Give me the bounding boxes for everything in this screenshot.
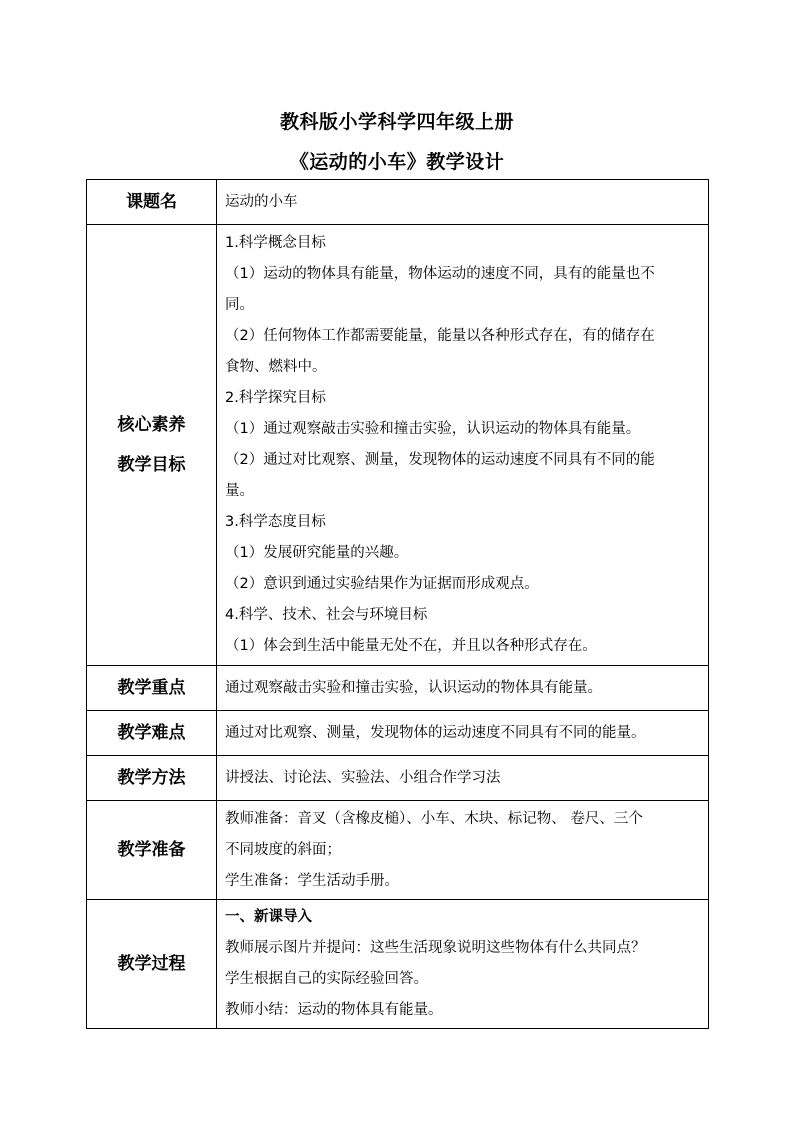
lesson-plan-table [86, 179, 709, 1029]
goal-line: 1.科学概念目标 [225, 235, 326, 251]
goal-line: 食物、燃料中。 [225, 359, 327, 375]
table-row [87, 225, 709, 666]
goal-line: （1）体会到生活中能量无处不在，并且以各种形式存在。 [225, 638, 597, 654]
goals-label-line1: 核心素养 [117, 415, 186, 435]
process-label-cell [87, 900, 217, 1029]
difficulty-value-cell [217, 711, 709, 756]
preparation-label: 教学准备 [117, 840, 186, 860]
process-label: 教学过程 [117, 954, 186, 974]
goal-line: 3.科学态度目标 [225, 514, 326, 530]
preparation-line: 教师准备：音叉（含橡皮槌）、小车、木块、标记物、 卷尺、三个 [225, 810, 643, 827]
topic-label: 课题名 [126, 192, 177, 212]
table-row [87, 711, 709, 756]
table-row [87, 666, 709, 711]
topic-value-cell [217, 180, 709, 225]
table-row [87, 180, 709, 225]
table-row [87, 900, 709, 1029]
key-point-value: 通过观察敲击实验和撞击实验，认识运动的物体具有能量。 [225, 679, 602, 696]
goals-content-cell [217, 225, 709, 666]
goals-label-line2: 教学目标 [117, 455, 186, 475]
process-line: 教师小结：运动的物体具有能量。 [225, 1002, 443, 1018]
preparation-label-cell [87, 801, 217, 900]
topic-label-cell [87, 180, 217, 225]
goal-line: 4.科学、技术、社会与环境目标 [225, 607, 428, 623]
difficulty-label: 教学难点 [117, 723, 186, 743]
document-subtitle: 《运动的小车》教学设计 [289, 151, 505, 173]
goal-line: （2）任何物体工作都需要能量，能量以各种形式存在，有的储存在 [225, 328, 655, 344]
process-line: 教师展示图片并提问：这些生活现象说明这些物体有什么共同点？ [225, 940, 646, 956]
table-row [87, 801, 709, 900]
key-point-label: 教学重点 [117, 678, 186, 698]
key-point-label-cell [87, 666, 217, 711]
preparation-line: 不同坡度的斜面； [225, 841, 341, 858]
difficulty-label-cell [87, 711, 217, 756]
method-value-cell [217, 756, 709, 801]
process-heading: 一、新课导入 [225, 909, 312, 925]
table-row [87, 756, 709, 801]
method-value: 讲授法、讨论法、实验法、小组合作学习法 [225, 769, 501, 786]
process-content-cell [217, 900, 709, 1029]
goal-line: （2）通过对比观察、测量，发现物体的运动速度不同具有不同的能 [225, 452, 655, 468]
goal-line: （1）通过观察敲击实验和撞击实验，认识运动的物体具有能量。 [225, 421, 641, 437]
goal-line: 2.科学探究目标 [225, 390, 326, 406]
goal-line: 量。 [225, 483, 254, 499]
document-title: 教科版小学科学四年级上册 [279, 111, 514, 133]
goal-line: （2）意识到通过实验结果作为证据而形成观点。 [225, 576, 539, 592]
goal-line: （1）运动的物体具有能量，物体运动的速度不同，具有的能量也不 [225, 266, 655, 282]
goal-line: （1）发展研究能量的兴趣。 [225, 545, 409, 561]
topic-value: 运动的小车 [225, 193, 298, 210]
method-label-cell [87, 756, 217, 801]
preparation-content-cell [217, 801, 709, 900]
method-label: 教学方法 [117, 768, 186, 788]
goals-label-cell [87, 225, 217, 666]
difficulty-value: 通过对比观察、测量，发现物体的运动速度不同具有不同的能量。 [225, 724, 646, 741]
goal-line: 同。 [225, 297, 254, 313]
process-line: 学生根据自己的实际经验回答。 [225, 971, 428, 987]
key-point-value-cell [217, 666, 709, 711]
preparation-line: 学生准备：学生活动手册。 [225, 872, 399, 889]
